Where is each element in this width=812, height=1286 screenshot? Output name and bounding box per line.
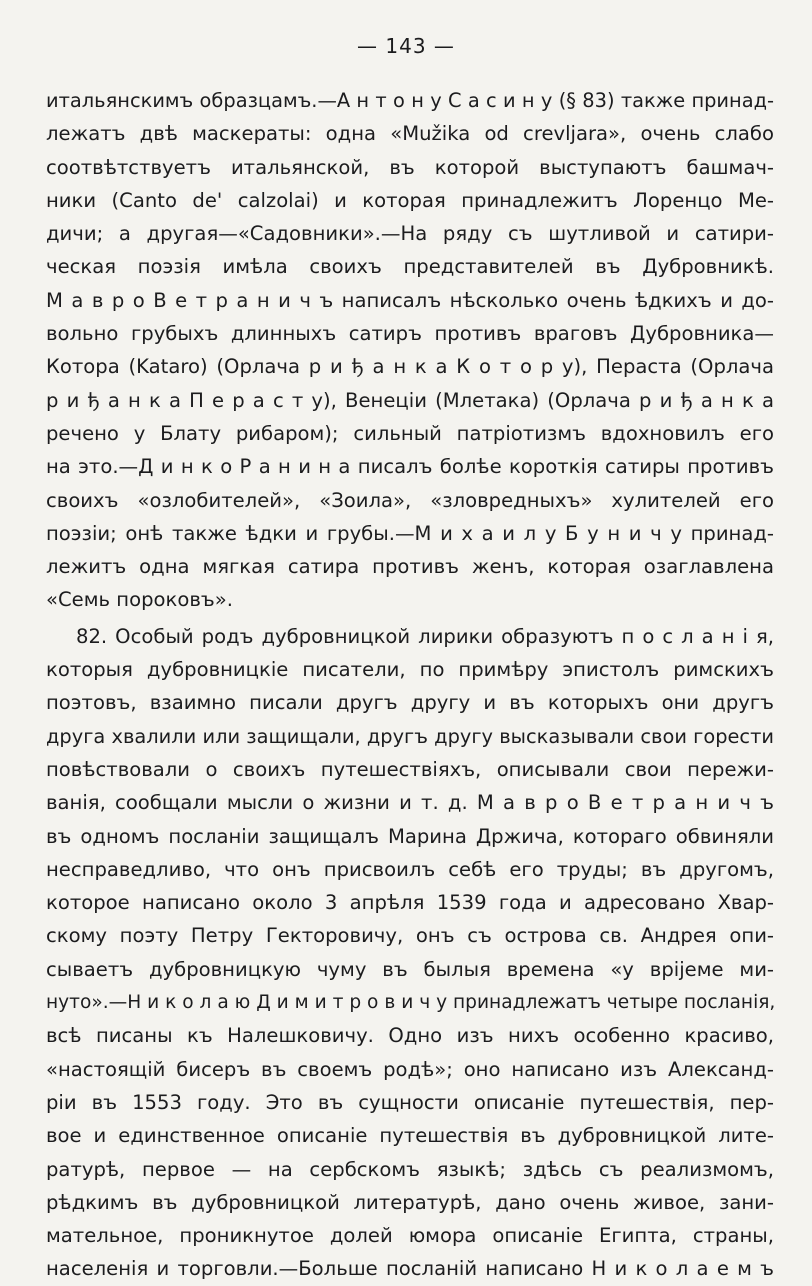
text-line: поэтовъ, взаимно писали другъ другу и въ которыхъ они другъ xyxy=(46,691,774,715)
text-line: сываетъ дубровницкую чуму въ былыя времена «у врijеме ми- xyxy=(46,957,774,981)
text-line: вольно грубыхъ длинныхъ сатиръ противъ враговъ Дубровника— xyxy=(46,322,774,346)
page-number: — 143 — xyxy=(357,34,455,58)
text-line: М а в р о В е т р а н и ч ъ написалъ нѣсколько очень ѣдкихъ и до- xyxy=(46,288,774,312)
text-line: рѣдкимъ въ дубровницкой литературѣ, дано очень живое, зани- xyxy=(46,1190,774,1214)
text-line: которыя дубровницкіе писатели, по примѣру эпистолъ римскихъ xyxy=(46,658,774,682)
text-line: ванія, сообщали мысли о жизни и т. д. М а в р о В е т р а н и ч ъ xyxy=(46,791,774,815)
text-line: мательное, проникнутое долей юмора описаніе Египта, страны, xyxy=(46,1224,774,1248)
text-line: поэзіи; онѣ также ѣдки и грубы.—М и х а и л у Б у н и ч у принад- xyxy=(46,521,774,545)
text-line: р и ђ а н к а П е р а с т у), Венеціи (Млетака) (Орлача р и ђ а н к а xyxy=(46,388,774,412)
text-line: итальянскимъ образцамъ.—А н т о н у С а с и н у (§ 83) также принад- xyxy=(46,89,774,112)
text-line: ники (Canto de' calzolai) и которая принадлежитъ Лоренцо Ме- xyxy=(46,188,774,212)
text-line: речено у Блату рибаром); сильный патріотизмъ вдохновилъ его xyxy=(46,421,774,445)
paragraph-82-start: 82. Особый родъ дубровницкой лирики образуютъ п о с л а н і я, xyxy=(76,624,774,648)
text-line: нуто».—Н и к о л а ю Д и м и т р о в и ч у принадлежатъ четыре посланія, xyxy=(46,992,776,1014)
text-line: несправедливо, что онъ присвоилъ себѣ его труды; въ другомъ, xyxy=(46,857,774,881)
text-line: лежитъ одна мягкая сатира противъ женъ, которая озаглавлена xyxy=(46,555,774,579)
text-line: скому поэту Петру Гекторовичу, онъ съ острова св. Андрея опи- xyxy=(46,924,774,948)
text-line: лежатъ двѣ маскераты: одна «Mužika od crevljara», очень слабо xyxy=(46,122,774,146)
page-body xyxy=(46,84,774,1286)
text-line: ратурѣ, первое — на сербскомъ языкѣ; здѣсь съ реализмомъ, xyxy=(46,1157,774,1181)
text-line: Котора (Kataro) (Орлача р и ђ а н к а К о т о р у), Пераста (Орлача xyxy=(46,355,774,379)
text-line: повѣствовали о своихъ путешествіяхъ, описывали свои пережи- xyxy=(46,757,774,781)
text-line: всѣ писаны къ Налешковичу. Одно изъ нихъ особенно красиво, xyxy=(46,1024,774,1048)
text-line: которое написано около 3 aпрѣля 1539 года и адресовано Хвар- xyxy=(46,891,774,915)
text-line: населенія и торговли.—Больше посланій написано Н и к о л а е м ъ xyxy=(46,1257,774,1281)
text-line: соотвѣтствуетъ итальянской, въ которой выступаютъ башмач- xyxy=(46,155,774,179)
text-line: дичи; а другая—«Садовники».—На ряду съ шутливой и сатири- xyxy=(46,222,774,246)
text-line: ріи въ 1553 году. Это въ сущности описаніе путешествія, пер- xyxy=(46,1090,774,1114)
text-line: «Семь пороковъ». xyxy=(46,588,233,612)
text-line: друга хвалили или защищали, другъ другу высказывали свои горести xyxy=(46,724,774,748)
text-line: своихъ «озлобителей», «Зоила», «зловредныхъ» хулителей его xyxy=(46,488,774,512)
text-line: въ одномъ посланіи защищалъ Марина Држича, котораго обвиняли xyxy=(46,824,774,848)
text-line: «настоящій бисеръ въ своемъ родѣ»; оно написано изъ Александ- xyxy=(46,1057,774,1081)
text-line: ческая поэзія имѣла своихъ представителей въ Дубровникѣ. xyxy=(46,255,774,279)
text-line: на это.—Д и н к о Р а н и н а писалъ болѣе короткія сатиры противъ xyxy=(46,455,774,479)
text-line: вое и единственное описаніе путешествія въ дубровницкой лите- xyxy=(46,1124,774,1148)
